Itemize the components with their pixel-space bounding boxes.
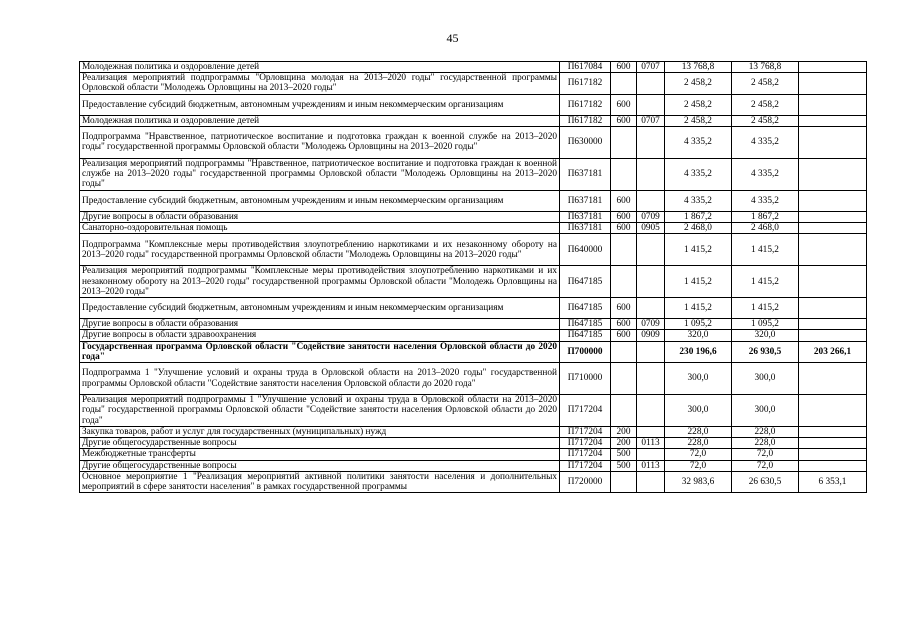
row-name-cell: Основное мероприятие 1 "Реализация мероприятий активной политики занятости населения и дополнительных мероприятий в сфере занятости населения" в рамках государственной программы — [80, 471, 560, 492]
row-total-cell: 1 867,2 — [665, 211, 732, 222]
row-section-cell: 0113 — [637, 438, 665, 449]
row-total-cell: 230 196,6 — [665, 341, 732, 362]
row-name-cell: Молодежная политика и оздоровление детей — [80, 115, 560, 126]
row-amount-cell: 4 335,2 — [732, 158, 799, 190]
row-section-cell — [637, 126, 665, 158]
row-total-cell: 72,0 — [665, 449, 732, 460]
row-code-cell: П717204 — [560, 438, 611, 449]
row-amount-extra-cell — [799, 158, 867, 190]
row-expense-type-cell — [611, 266, 637, 298]
row-code-cell: П640000 — [560, 234, 611, 266]
row-section-cell: 0709 — [637, 211, 665, 222]
row-name-cell: Подпрограмма 1 "Улучшение условий и охраны труда в Орловской области на 2013–2020 годы" государственной программы Орловской области "Содействие занятости населения Орловской области до 2020 года" — [80, 363, 560, 395]
row-section-cell — [637, 266, 665, 298]
row-amount-cell: 72,0 — [732, 460, 799, 471]
row-code-cell: П717204 — [560, 460, 611, 471]
row-amount-cell: 228,0 — [732, 427, 799, 438]
row-total-cell: 2 458,2 — [665, 115, 732, 126]
row-section-cell — [637, 298, 665, 319]
row-amount-cell: 300,0 — [732, 363, 799, 395]
row-total-cell: 300,0 — [665, 395, 732, 427]
row-code-cell: П717204 — [560, 449, 611, 460]
row-name-cell: Подпрограмма "Комплексные меры противодействия злоупотреблению наркотиками и их незаконному обороту на 2013–2020 годы" государственной программы Орловской области "Молодежь Орловщины на 2013–2020 годы" — [80, 234, 560, 266]
row-name-cell: Предоставление субсидий бюджетным, автономным учреждениям и иным некоммерческим организациям — [80, 298, 560, 319]
row-expense-type-cell: 600 — [611, 211, 637, 222]
row-section-cell — [637, 341, 665, 362]
row-expense-type-cell — [611, 363, 637, 395]
row-expense-type-cell: 200 — [611, 438, 637, 449]
row-name-cell: Закупка товаров, работ и услуг для государственных (муниципальных) нужд — [80, 427, 560, 438]
row-amount-extra-cell — [799, 438, 867, 449]
row-amount-cell: 4 335,2 — [732, 190, 799, 211]
row-section-cell — [637, 234, 665, 266]
row-amount-cell: 2 458,2 — [732, 115, 799, 126]
table-row — [80, 471, 867, 492]
row-name-cell: Другие общегосударственные вопросы — [80, 460, 560, 471]
row-code-cell: П637181 — [560, 211, 611, 222]
table-row — [80, 438, 867, 449]
row-expense-type-cell — [611, 395, 637, 427]
row-name-cell: Другие общегосударственные вопросы — [80, 438, 560, 449]
row-amount-extra-cell — [799, 395, 867, 427]
row-total-cell: 1 415,2 — [665, 298, 732, 319]
row-amount-extra-cell — [799, 73, 867, 94]
row-code-cell: П637181 — [560, 158, 611, 190]
row-amount-cell: 4 335,2 — [732, 126, 799, 158]
row-section-cell: 0909 — [637, 330, 665, 341]
row-amount-extra-cell — [799, 94, 867, 115]
row-amount-extra-cell — [799, 319, 867, 330]
row-section-cell: 0113 — [637, 460, 665, 471]
table-row — [80, 190, 867, 211]
row-name-cell: Предоставление субсидий бюджетным, автономным учреждениям и иным некоммерческим организациям — [80, 94, 560, 115]
page-number: 45 — [446, 31, 459, 45]
row-section-cell — [637, 363, 665, 395]
row-code-cell: П720000 — [560, 471, 611, 492]
row-code-cell: П700000 — [560, 341, 611, 362]
row-code-cell: П617182 — [560, 73, 611, 94]
row-name-cell: Межбюджетные трансферты — [80, 449, 560, 460]
row-amount-extra-cell — [799, 449, 867, 460]
row-amount-cell: 13 768,8 — [732, 62, 799, 73]
row-amount-cell: 72,0 — [732, 449, 799, 460]
row-code-cell: П647185 — [560, 298, 611, 319]
row-code-cell: П647185 — [560, 330, 611, 341]
row-expense-type-cell: 600 — [611, 62, 637, 73]
table-row — [80, 460, 867, 471]
row-section-cell: 0905 — [637, 223, 665, 234]
table-row — [80, 62, 867, 73]
row-expense-type-cell: 600 — [611, 319, 637, 330]
row-code-cell: П637181 — [560, 190, 611, 211]
row-amount-cell: 228,0 — [732, 438, 799, 449]
table-row — [80, 234, 867, 266]
row-expense-type-cell — [611, 126, 637, 158]
row-total-cell: 228,0 — [665, 438, 732, 449]
row-amount-cell: 2 458,2 — [732, 73, 799, 94]
row-section-cell — [637, 427, 665, 438]
row-amount-extra-cell — [799, 211, 867, 222]
row-amount-cell: 1 415,2 — [732, 266, 799, 298]
table-row — [80, 330, 867, 341]
row-amount-extra-cell — [799, 115, 867, 126]
row-amount-extra-cell: 203 266,1 — [799, 341, 867, 362]
row-name-cell: Санаторно-оздоровительная помощь — [80, 223, 560, 234]
row-expense-type-cell: 600 — [611, 223, 637, 234]
row-expense-type-cell: 500 — [611, 460, 637, 471]
row-section-cell — [637, 94, 665, 115]
row-amount-cell: 2 458,2 — [732, 94, 799, 115]
row-name-cell: Реализация мероприятий подпрограммы "Орловщина молодая на 2013–2020 годы" государственной программы Орловской области "Молодежь Орловщины на 2013–2020 годы" — [80, 73, 560, 94]
row-code-cell: П617182 — [560, 115, 611, 126]
row-total-cell: 72,0 — [665, 460, 732, 471]
row-name-cell: Реализация мероприятий подпрограммы "Комплексные меры противодействия злоупотреблению наркотиками и их незаконному обороту на 2013–2020 годы" государственной программы Орловской области "Молодежь Орловщины на 2013–2020 годы" — [80, 266, 560, 298]
row-expense-type-cell — [611, 73, 637, 94]
row-total-cell: 228,0 — [665, 427, 732, 438]
row-amount-extra-cell — [799, 62, 867, 73]
row-amount-cell: 26 930,5 — [732, 341, 799, 362]
row-amount-cell: 1 415,2 — [732, 298, 799, 319]
row-expense-type-cell: 600 — [611, 190, 637, 211]
row-expense-type-cell: 200 — [611, 427, 637, 438]
table-row — [80, 115, 867, 126]
row-name-cell: Другие вопросы в области здравоохранения — [80, 330, 560, 341]
row-expense-type-cell: 500 — [611, 449, 637, 460]
table-row — [80, 395, 867, 427]
row-name-cell: Реализация мероприятий подпрограммы "Нравственное, патриотическое воспитание и подготовка граждан к военной службе на 2013–2020 годы" государственной программы Орловской области "Молодежь Орловщины на 2013–2020 годы" — [80, 158, 560, 190]
row-expense-type-cell — [611, 471, 637, 492]
row-amount-extra-cell — [799, 330, 867, 341]
row-total-cell: 300,0 — [665, 363, 732, 395]
row-amount-extra-cell — [799, 298, 867, 319]
budget-table — [79, 61, 867, 493]
row-section-cell — [637, 158, 665, 190]
row-total-cell: 1 415,2 — [665, 266, 732, 298]
row-name-cell: Реализация мероприятий подпрограммы 1 "Улучшение условий и охраны труда в Орловской области на 2013–2020 годы" государственной программы Орловской области "Содействие занятости населения Орловской области до 2020 года" — [80, 395, 560, 427]
row-name-cell: Другие вопросы в области образования — [80, 211, 560, 222]
table-row — [80, 363, 867, 395]
row-total-cell: 2 458,2 — [665, 73, 732, 94]
row-amount-extra-cell — [799, 223, 867, 234]
row-expense-type-cell — [611, 234, 637, 266]
row-code-cell: П647185 — [560, 266, 611, 298]
table-row — [80, 94, 867, 115]
row-expense-type-cell: 600 — [611, 94, 637, 115]
row-amount-extra-cell — [799, 190, 867, 211]
row-expense-type-cell — [611, 341, 637, 362]
row-name-cell: Предоставление субсидий бюджетным, автономным учреждениям и иным некоммерческим организациям — [80, 190, 560, 211]
table-row — [80, 211, 867, 222]
row-section-cell — [637, 73, 665, 94]
table-row — [80, 158, 867, 190]
row-section-cell — [637, 471, 665, 492]
row-name-cell: Молодежная политика и оздоровление детей — [80, 62, 560, 73]
row-amount-cell: 1 867,2 — [732, 211, 799, 222]
row-total-cell: 2 468,0 — [665, 223, 732, 234]
row-total-cell: 1 415,2 — [665, 234, 732, 266]
row-total-cell: 4 335,2 — [665, 158, 732, 190]
row-total-cell: 1 095,2 — [665, 319, 732, 330]
row-total-cell: 2 458,2 — [665, 94, 732, 115]
row-code-cell: П617084 — [560, 62, 611, 73]
row-amount-extra-cell — [799, 126, 867, 158]
row-name-cell: Государственная программа Орловской области "Содействие занятости населения Орловской области до 2020 года" — [80, 341, 560, 362]
row-code-cell: П617182 — [560, 94, 611, 115]
table-row — [80, 298, 867, 319]
row-amount-extra-cell — [799, 266, 867, 298]
row-amount-extra-cell — [799, 363, 867, 395]
row-section-cell — [637, 449, 665, 460]
row-amount-extra-cell: 6 353,1 — [799, 471, 867, 492]
row-name-cell: Другие вопросы в области образования — [80, 319, 560, 330]
row-amount-cell: 1 095,2 — [732, 319, 799, 330]
row-section-cell: 0709 — [637, 319, 665, 330]
row-amount-cell: 300,0 — [732, 395, 799, 427]
row-total-cell: 4 335,2 — [665, 126, 732, 158]
table-row — [80, 319, 867, 330]
row-amount-cell: 2 468,0 — [732, 223, 799, 234]
table-row — [80, 223, 867, 234]
row-amount-extra-cell — [799, 460, 867, 471]
row-amount-extra-cell — [799, 427, 867, 438]
row-code-cell: П717204 — [560, 395, 611, 427]
row-section-cell: 0707 — [637, 115, 665, 126]
table-body — [80, 62, 867, 493]
row-section-cell: 0707 — [637, 62, 665, 73]
row-expense-type-cell: 600 — [611, 298, 637, 319]
row-section-cell — [637, 395, 665, 427]
row-code-cell: П630000 — [560, 126, 611, 158]
row-total-cell: 13 768,8 — [665, 62, 732, 73]
row-amount-cell: 26 630,5 — [732, 471, 799, 492]
table-row — [80, 427, 867, 438]
row-code-cell: П637181 — [560, 223, 611, 234]
row-total-cell: 4 335,2 — [665, 190, 732, 211]
row-amount-extra-cell — [799, 234, 867, 266]
row-section-cell — [637, 190, 665, 211]
row-amount-cell: 1 415,2 — [732, 234, 799, 266]
row-total-cell: 320,0 — [665, 330, 732, 341]
row-total-cell: 32 983,6 — [665, 471, 732, 492]
row-code-cell: П710000 — [560, 363, 611, 395]
table-row — [80, 341, 867, 362]
row-amount-cell: 320,0 — [732, 330, 799, 341]
row-code-cell: П647185 — [560, 319, 611, 330]
table-row — [80, 73, 867, 94]
row-expense-type-cell — [611, 158, 637, 190]
row-expense-type-cell: 600 — [611, 115, 637, 126]
row-name-cell: Подпрограмма "Нравственное, патриотическое воспитание и подготовка граждан к военной службе на 2013–2020 годы" государственной программы Орловской области "Молодежь Орловщины на 2013–2020 годы" — [80, 126, 560, 158]
table-row — [80, 266, 867, 298]
table-row — [80, 126, 867, 158]
table-row — [80, 449, 867, 460]
row-expense-type-cell: 600 — [611, 330, 637, 341]
row-code-cell: П717204 — [560, 427, 611, 438]
